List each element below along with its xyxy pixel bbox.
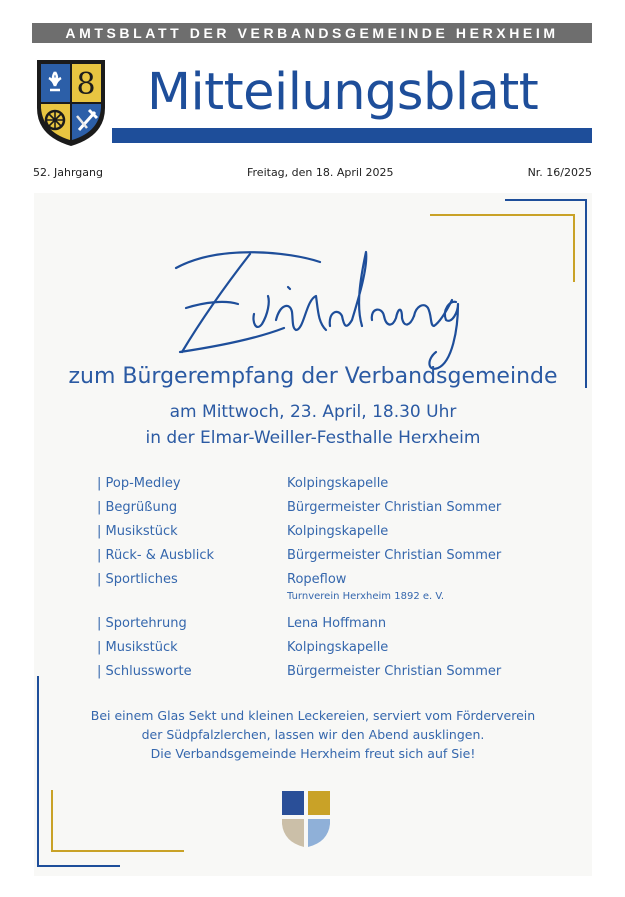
program-performer: Kolpingskapelle	[287, 476, 389, 491]
closing-line: Bei einem Glas Sekt und kleinen Leckereien, serviert vom Förderverein	[90, 708, 536, 723]
program-performer: Lena Hoffmann	[287, 616, 387, 631]
issue-number: Nr. 16/2025	[527, 166, 592, 179]
program-item: | Sportehrung	[97, 616, 187, 631]
program-performer: Bürgermeister Christian Sommer	[287, 500, 502, 515]
program-item: | Sportliches	[97, 572, 178, 587]
volume-label: 52. Jahrgang	[33, 166, 103, 179]
svg-text:8: 8	[76, 67, 96, 102]
program-performer: Bürgermeister Christian Sommer	[287, 548, 502, 563]
program-performer: Bürgermeister Christian Sommer	[287, 664, 502, 679]
program-performer-note: Turnverein Herxheim 1892 e. V.	[287, 591, 445, 602]
program-performer: Ropeflow	[287, 572, 347, 587]
event-venue: in der Elmar-Weiller-Festhalle Herxheim	[145, 428, 481, 448]
issue-date: Freitag, den 18. April 2025	[247, 166, 394, 179]
program-performer: Kolpingskapelle	[287, 524, 389, 539]
svg-text:Einladung: Einladung	[313, 332, 318, 333]
masthead-title: Mitteilungsblatt	[147, 63, 539, 122]
program-item: | Musikstück	[97, 640, 178, 655]
closing-text	[34, 706, 592, 763]
invitation-heading: zum Bürgerempfang der Verbandsgemeinde	[68, 364, 558, 389]
gazette-banner: AMTSBLATT DER VERBANDSGEMEINDE HERXHEIM	[32, 23, 592, 43]
verbandsgemeinde-logo-icon	[281, 790, 331, 848]
closing-line: Die Verbandsgemeinde Herxheim freut sich auf Sie!	[150, 746, 476, 761]
program-item: | Musikstück	[97, 524, 178, 539]
program-performer: Kolpingskapelle	[287, 640, 389, 655]
event-date: am Mittwoch, 23. April, 18.30 Uhr	[169, 402, 457, 422]
program-item: | Pop-Medley	[97, 476, 181, 491]
program-item: | Rück- & Ausblick	[97, 548, 215, 563]
program-item: | Begrüßung	[97, 500, 178, 515]
closing-line: der Südpfalzlerchen, lassen wir den Abend ausklingen.	[141, 727, 485, 742]
program-item: | Schlussworte	[97, 664, 192, 679]
